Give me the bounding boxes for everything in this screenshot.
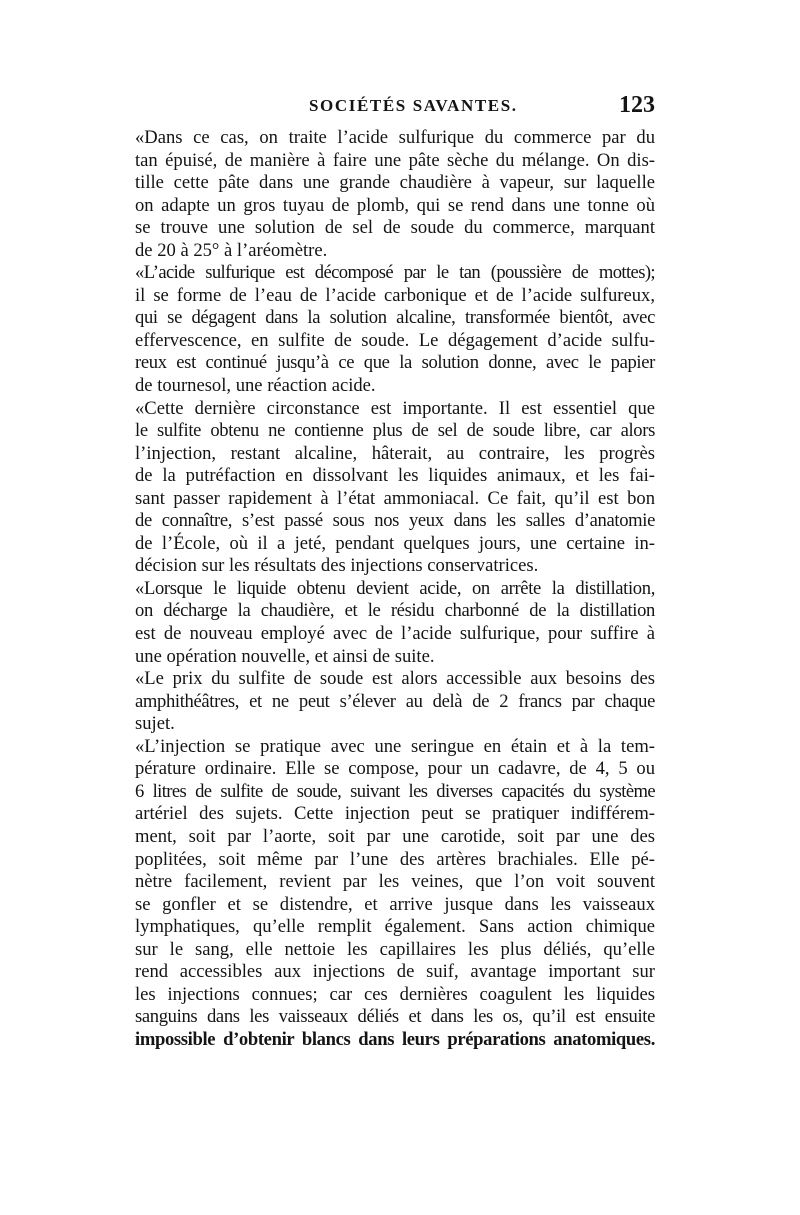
text-line: reux est continué jusqu’à ce que la solution donne, avec le papier xyxy=(135,352,655,374)
text-line: poplitées, soit même par l’une des artères brachiales. Elle pé- xyxy=(135,848,655,870)
text-line: sur le sang, elle nettoie les capillaires les plus déliés, qu’elle xyxy=(135,938,655,960)
text-line: de la putréfaction en dissolvant les liquides animaux, et les fai- xyxy=(135,465,655,487)
text-line: «Dans ce cas, on traite l’acide sulfurique du commerce par du xyxy=(135,127,655,148)
text-line: «Le prix du sulfite de soude est alors accessible aux besoins des xyxy=(135,668,655,690)
text-line: les injections connues; car ces dernières coagulent les liquides xyxy=(135,983,655,1005)
text-line: de connaître, s’est passé sous nos yeux dans les salles d’anatomie xyxy=(135,510,655,532)
text-line: sant passer rapidement à l’état ammoniacal. Ce fait, qu’il est bon xyxy=(135,487,655,509)
text-line: «L’acide sulfurique est décomposé par le tan (poussière de mottes); xyxy=(135,262,655,284)
running-head xyxy=(135,92,655,122)
text-line: «Lorsque le liquide obtenu devient acide, on arrête la distillation, xyxy=(135,577,655,599)
text-line: effervescence, en sulfite de soude. Le dégagement d’acide sulfu- xyxy=(135,329,655,351)
text-line: il se forme de l’eau de l’acide carbonique et de l’acide sulfureux, xyxy=(135,284,655,306)
text-line: sujet. xyxy=(135,713,175,735)
text-line: «L’injection se pratique avec une seringue en étain et à la tem- xyxy=(135,735,655,757)
text-line: artériel des sujets. Cette injection peut se pratiquer indifférem- xyxy=(135,803,655,825)
text-line: 6 litres de sulfite de soude, suivant les diverses capacités du système xyxy=(135,780,655,802)
text-line: sanguins dans les vaisseaux déliés et dans les os, qu’il est ensuite xyxy=(135,1006,655,1028)
text-line: le sulfite obtenu ne contienne plus de sel de soude libre, car alors xyxy=(135,420,655,442)
text-line: est de nouveau employé avec de l’acide sulfurique, pour suffire à xyxy=(135,623,655,645)
text-line: rend accessibles aux injections de suif, avantage important sur xyxy=(135,961,655,983)
text-line: une opération nouvelle, et ainsi de suite. xyxy=(135,645,435,667)
text-line: décision sur les résultats des injections conservatrices. xyxy=(135,555,539,577)
text-line: l’injection, restant alcaline, hâterait, au contraire, les progrès xyxy=(135,442,655,464)
text-line: lymphatiques, qu’elle remplit également. Sans action chimique xyxy=(135,916,655,938)
text-line: tille cette pâte dans une grande chaudière à vapeur, sur laquelle xyxy=(135,172,655,194)
running-title: SOCIÉTÉS SAVANTES. xyxy=(309,96,518,115)
text-line: amphithéâtres, et ne peut s’élever au delà de 2 francs par chaque xyxy=(135,690,655,712)
text-line: de 20 à 25° à l’aréomètre. xyxy=(135,239,328,261)
text-line: ment, soit par l’aorte, soit par une carotide, soit par une des xyxy=(135,825,655,847)
text-line: de tournesol, une réaction acide. xyxy=(135,375,376,397)
text-line: on décharge la chaudière, et le résidu charbonné de la distillation xyxy=(135,600,655,622)
text-line: de l’École, où il a jeté, pendant quelques jours, une certaine in- xyxy=(135,532,655,554)
page-number: 123 xyxy=(619,92,655,118)
text-line: impossible d’obtenir blancs dans leurs préparations anatomiques. xyxy=(135,1028,655,1050)
text-line: tan épuisé, de manière à faire une pâte sèche du mélange. On dis- xyxy=(135,149,655,171)
text-line: «Cette dernière circonstance est importante. Il est essentiel que xyxy=(135,397,655,419)
text-line: pérature ordinaire. Elle se compose, pour un cadavre, de 4, 5 ou xyxy=(135,758,655,780)
text-line: se trouve une solution de sel de soude du commerce, marquant xyxy=(135,217,655,239)
text-line: qui se dégagent dans la solution alcaline, transformée bientôt, avec xyxy=(135,307,655,329)
text-line: nètre facilement, revient par les veines, que l’on voit souvent xyxy=(135,871,655,893)
body-text xyxy=(135,127,655,1051)
text-line: se gonfler et se distendre, et arrive jusque dans les vaisseaux xyxy=(135,893,655,915)
text-line: on adapte un gros tuyau de plomb, qui se rend dans une tonne où xyxy=(135,194,655,216)
